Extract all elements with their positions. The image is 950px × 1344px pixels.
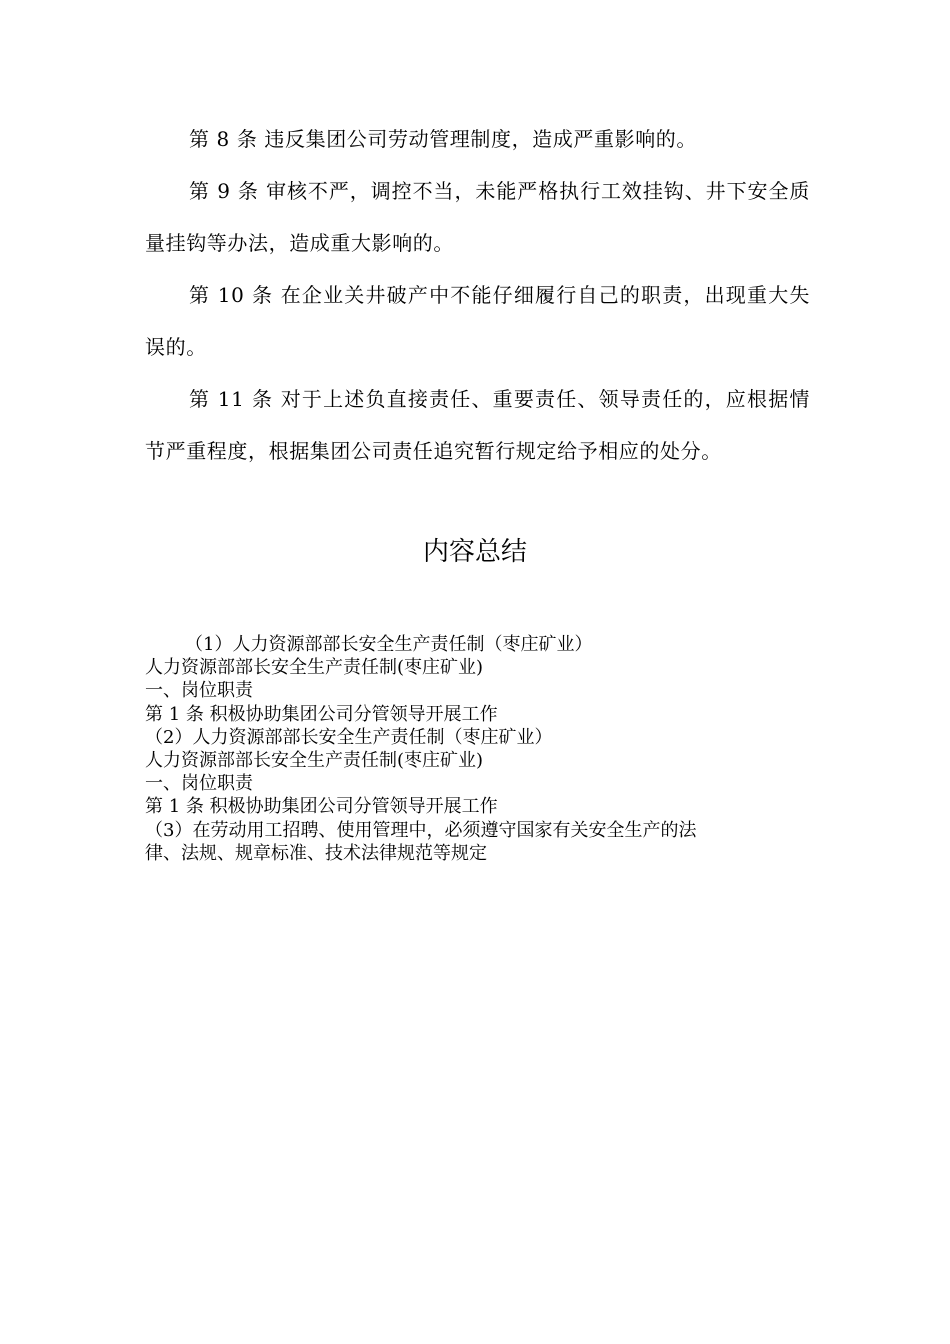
article-10: 第 10 条 在企业关井破产中不能仔细履行自己的职责，出现重大失误的。 bbox=[145, 283, 810, 359]
summary-section bbox=[145, 633, 805, 865]
summary-line: 一、岗位职责 bbox=[145, 773, 253, 795]
summary-line: 第 1 条 积极协助集团公司分管领导开展工作 bbox=[145, 703, 498, 725]
summary-line: （3）在劳动用工招聘、使用管理中，必须遵守国家有关安全生产的法 bbox=[145, 819, 697, 841]
articles-section bbox=[145, 113, 810, 477]
summary-line: 一、岗位职责 bbox=[145, 680, 253, 702]
summary-line: 第 1 条 积极协助集团公司分管领导开展工作 bbox=[145, 796, 498, 818]
summary-line: 律、法规、规章标准、技术法律规范等规定 bbox=[145, 842, 487, 864]
summary-title: 内容总结 bbox=[422, 537, 527, 567]
article-8: 第 8 条 违反集团公司劳动管理制度，造成严重影响的。 bbox=[189, 127, 697, 151]
article-9: 第 9 条 审核不严，调控不当，未能严格执行工效挂钩、井下安全质量挂钩等办法，造成重大影响的。 bbox=[145, 179, 810, 255]
summary-line: （2）人力资源部部长安全生产责任制（枣庄矿业） bbox=[145, 726, 553, 748]
summary-line: 人力资源部部长安全生产责任制(枣庄矿业) bbox=[145, 657, 484, 679]
article-11: 第 11 条 对于上述负直接责任、重要责任、领导责任的，应根据情节严重程度，根据集团公司责任追究暂行规定给予相应的处分。 bbox=[145, 387, 810, 463]
summary-line: （1）人力资源部部长安全生产责任制（枣庄矿业） bbox=[185, 634, 593, 655]
summary-line: 人力资源部部长安全生产责任制(枣庄矿业) bbox=[145, 750, 484, 772]
